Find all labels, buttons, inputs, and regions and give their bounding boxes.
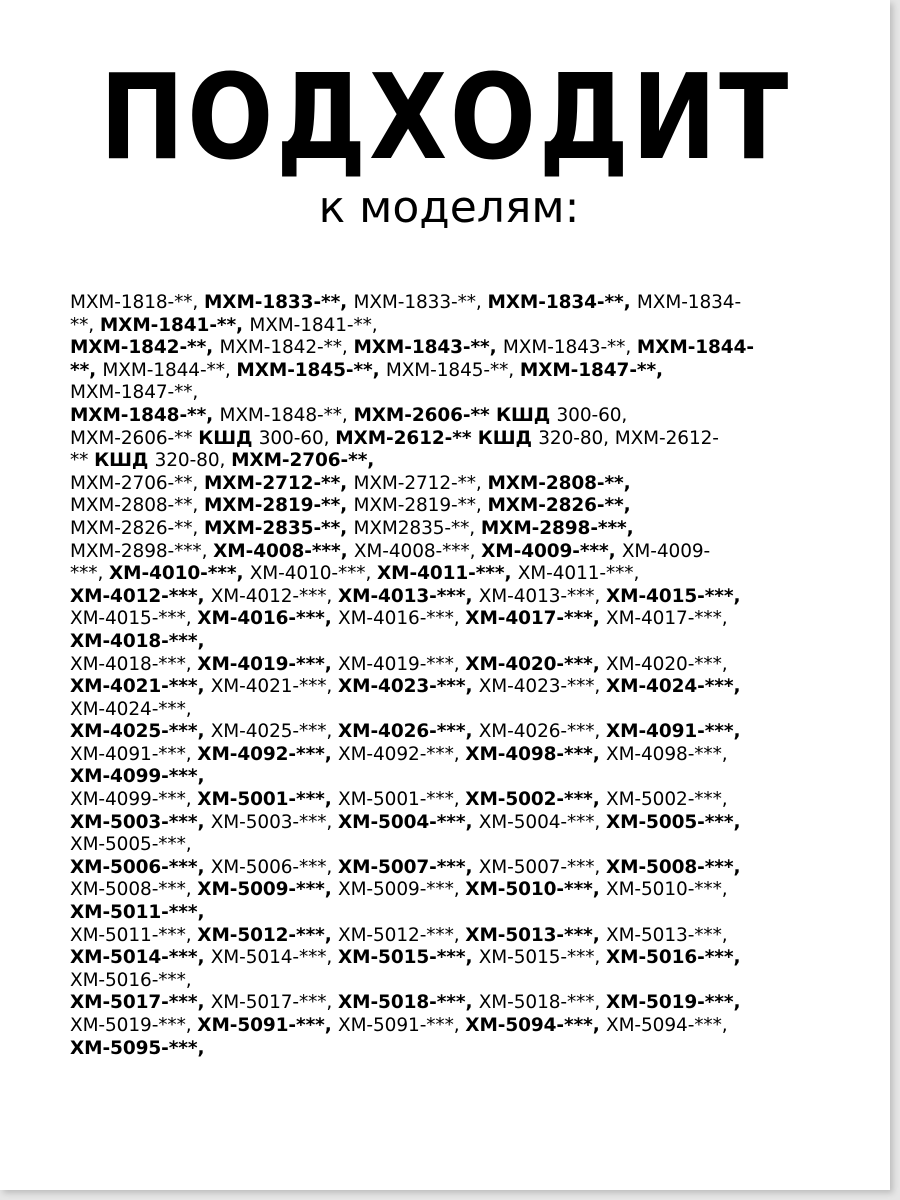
model-code: КШД bbox=[94, 450, 155, 472]
model-code: ХМ-5006-***, bbox=[210, 856, 338, 878]
model-line bbox=[70, 586, 850, 609]
model-line bbox=[70, 699, 850, 722]
model-line bbox=[70, 1038, 850, 1061]
model-code: ХМ-4015-***, bbox=[606, 585, 741, 607]
compatible-models-list bbox=[70, 292, 850, 1060]
model-code: ХМ-5006-***, bbox=[70, 856, 211, 878]
model-code: ХМ-5002-***, bbox=[606, 789, 728, 811]
model-code: ХМ-4008-***, bbox=[213, 540, 354, 562]
model-code: МХМ-2712-**, bbox=[204, 472, 354, 494]
model-line bbox=[70, 744, 850, 767]
model-code: ХМ-5013-***, bbox=[606, 924, 728, 946]
model-code: МХМ-1818-**, bbox=[70, 292, 204, 313]
model-line bbox=[70, 360, 850, 383]
model-code: ХМ-5019-***, bbox=[606, 992, 741, 1014]
model-code: ХМ-5001-***, bbox=[338, 789, 466, 811]
model-line bbox=[70, 315, 850, 338]
model-code: МХМ-2826-**, bbox=[70, 517, 204, 539]
model-code: МХМ-2612-** bbox=[335, 427, 478, 449]
model-code: МХМ-1843-**, bbox=[353, 337, 503, 359]
model-code: ХМ-5017-***, bbox=[70, 992, 211, 1014]
model-code: МХМ-2606-** bbox=[70, 427, 199, 449]
model-code: ХМ-4092-***, bbox=[197, 743, 338, 765]
model-code: ХМ-5017-***, bbox=[210, 992, 338, 1014]
model-code: МХМ-2706-**, bbox=[231, 450, 375, 472]
model-code: ХМ-5016-***, bbox=[606, 947, 741, 969]
model-code: ХМ-4020-***, bbox=[465, 653, 606, 675]
model-code: МХМ-1845-**, bbox=[236, 359, 386, 381]
model-line bbox=[70, 405, 850, 428]
model-code: МХМ-1847-**, bbox=[519, 359, 663, 381]
model-code: КШД bbox=[495, 404, 557, 426]
model-code: ХМ-5005-***, bbox=[70, 834, 192, 856]
model-code: МХМ-1833-**, bbox=[204, 292, 354, 313]
model-line bbox=[70, 789, 850, 812]
model-code: МХМ-1844-**, bbox=[102, 359, 237, 381]
model-code: ХМ-4023-***, bbox=[338, 676, 479, 698]
model-line bbox=[70, 766, 850, 789]
model-line bbox=[70, 518, 850, 541]
model-code: ХМ-5014-***, bbox=[70, 947, 211, 969]
model-code: МХМ-1848-**, bbox=[219, 404, 354, 426]
model-code: ХМ-5010-***, bbox=[606, 879, 728, 901]
model-code: МХМ-1842-**, bbox=[70, 337, 220, 359]
model-code: ХМ-4025-***, bbox=[70, 721, 211, 743]
model-code: ХМ-4092-***, bbox=[338, 743, 466, 765]
model-code: ХМ-4016-***, bbox=[338, 608, 466, 630]
model-code: 300-60, bbox=[556, 404, 628, 426]
model-line bbox=[70, 495, 850, 518]
model-code: ХМ-5011-***, bbox=[70, 924, 198, 946]
model-code: МХМ-1834- bbox=[636, 292, 742, 313]
model-code: 300-60, bbox=[258, 427, 336, 449]
model-code: ХМ-4091-***, bbox=[606, 721, 741, 743]
model-code: ХМ-4018-***, bbox=[70, 630, 205, 652]
model-code: ХМ-5015-***, bbox=[478, 947, 606, 969]
model-code: ХМ-5012-***, bbox=[197, 924, 338, 946]
model-code: ХМ-4017-***, bbox=[465, 608, 606, 630]
model-code: ХМ-4009- bbox=[621, 540, 711, 562]
model-code: ХМ-4020-***, bbox=[606, 653, 728, 675]
model-code: МХМ-1847-**, bbox=[70, 382, 199, 404]
model-code: МХМ-1844- bbox=[636, 337, 754, 359]
model-code: КШД bbox=[477, 427, 539, 449]
model-code: ХМ-5091-***, bbox=[338, 1015, 466, 1036]
model-code: ХМ-5014-***, bbox=[210, 947, 338, 969]
model-code: ХМ-4099-***, bbox=[70, 766, 205, 788]
model-code: МХМ-2819-**, bbox=[204, 495, 354, 517]
model-line bbox=[70, 382, 850, 405]
model-code: ХМ-4024-***, bbox=[70, 698, 192, 720]
model-code: ХМ-5002-***, bbox=[465, 789, 606, 811]
model-code: ХМ-5005-***, bbox=[606, 811, 741, 833]
model-code: ХМ-5018-***, bbox=[338, 992, 479, 1014]
model-code: ХМ-4018-***, bbox=[70, 653, 198, 675]
model-code: МХМ-2898-***, bbox=[480, 517, 634, 539]
model-code: ХМ-5013-***, bbox=[465, 924, 606, 946]
model-code: ХМ-5094-***, bbox=[465, 1015, 606, 1036]
model-code: МХМ-1834-**, bbox=[487, 292, 637, 313]
model-code: ХМ-4099-***, bbox=[70, 789, 198, 811]
model-code: ХМ-4012-***, bbox=[210, 585, 338, 607]
model-code: ХМ-4010-***, bbox=[249, 563, 378, 585]
model-code: 320-80, bbox=[538, 427, 615, 449]
model-code: МХМ-1843-**, bbox=[502, 337, 637, 359]
page-subtitle: к моделям: bbox=[318, 182, 580, 233]
model-code: МХМ-1845-**, bbox=[385, 359, 520, 381]
model-code: ХМ-4019-***, bbox=[197, 653, 338, 675]
model-code: МХМ-2712-**, bbox=[353, 472, 488, 494]
model-code: ХМ-4008-***, bbox=[353, 540, 482, 562]
model-code: МХМ-2826-**, bbox=[487, 495, 631, 517]
model-code: ***, bbox=[70, 563, 110, 585]
model-code: ХМ-5012-***, bbox=[338, 924, 466, 946]
model-code: ХМ-5007-***, bbox=[478, 856, 606, 878]
model-code: ХМ-5009-***, bbox=[338, 879, 466, 901]
model-line bbox=[70, 608, 850, 631]
model-code: МХМ-2819-**, bbox=[353, 495, 488, 517]
model-line bbox=[70, 721, 850, 744]
model-line bbox=[70, 812, 850, 835]
model-code: ХМ-4019-***, bbox=[338, 653, 466, 675]
model-code: ХМ-4011-***, bbox=[377, 563, 518, 585]
model-code: ХМ-5019-***, bbox=[70, 1015, 198, 1036]
model-code: ХМ-5007-***, bbox=[338, 856, 479, 878]
model-line bbox=[70, 970, 850, 993]
model-code: ХМ-4098-***, bbox=[606, 743, 728, 765]
model-line bbox=[70, 563, 850, 586]
model-code: МХМ-2706-**, bbox=[70, 472, 204, 494]
model-code: ХМ-4016-***, bbox=[197, 608, 338, 630]
model-line bbox=[70, 992, 850, 1015]
model-code: ХМ-5004-***, bbox=[478, 811, 606, 833]
model-code: МХМ-2808-**, bbox=[70, 495, 204, 517]
model-line bbox=[70, 654, 850, 677]
model-code: ** bbox=[70, 450, 95, 472]
model-code: ХМ-5095-***, bbox=[70, 1037, 205, 1059]
model-code: ХМ-4017-***, bbox=[606, 608, 728, 630]
model-code: КШД bbox=[198, 427, 259, 449]
model-code: ХМ-5008-***, bbox=[606, 856, 741, 878]
model-code: ХМ-5004-***, bbox=[338, 811, 479, 833]
model-code: ХМ-4023-***, bbox=[478, 676, 606, 698]
model-line bbox=[70, 834, 850, 857]
model-code: МХМ-2808-**, bbox=[487, 472, 631, 494]
model-code: ХМ-5016-***, bbox=[70, 969, 192, 991]
model-code: МХМ-2612- bbox=[614, 427, 719, 449]
model-code: ХМ-4025-***, bbox=[210, 721, 338, 743]
model-line bbox=[70, 631, 850, 654]
model-code: ХМ-4013-***, bbox=[338, 585, 479, 607]
model-code: ХМ-5094-***, bbox=[606, 1015, 728, 1036]
model-code: ХМ-5018-***, bbox=[478, 992, 606, 1014]
model-code: ХМ-4026-***, bbox=[478, 721, 606, 743]
model-code: МХМ-1842-**, bbox=[219, 337, 354, 359]
model-code: ХМ-4098-***, bbox=[465, 743, 606, 765]
model-code: ХМ-5011-***, bbox=[70, 902, 205, 924]
model-code: ХМ-4021-***, bbox=[70, 676, 211, 698]
model-code: ХМ-4013-***, bbox=[478, 585, 606, 607]
model-code: ХМ-5003-***, bbox=[210, 811, 338, 833]
model-code: ХМ-4010-***, bbox=[109, 563, 250, 585]
model-line bbox=[70, 337, 850, 360]
model-code: ХМ-5015-***, bbox=[338, 947, 479, 969]
model-line bbox=[70, 925, 850, 948]
model-code: ХМ-4091-***, bbox=[70, 743, 198, 765]
model-code: ХМ-4015-***, bbox=[70, 608, 198, 630]
model-code: МХМ-2606-** bbox=[353, 404, 496, 426]
model-code: **, bbox=[70, 314, 100, 336]
model-code: МХМ-1841-**, bbox=[99, 314, 250, 336]
model-code: ХМ-4024-***, bbox=[606, 676, 741, 698]
model-code: МХМ2835-**, bbox=[353, 517, 481, 539]
model-line bbox=[70, 473, 850, 496]
model-line bbox=[70, 428, 850, 451]
model-code: МХМ-2835-**, bbox=[204, 517, 354, 539]
model-line bbox=[70, 1015, 850, 1038]
model-code: ХМ-4026-***, bbox=[338, 721, 479, 743]
model-code: ХМ-5001-***, bbox=[197, 789, 338, 811]
model-line bbox=[70, 902, 850, 925]
model-line bbox=[70, 857, 850, 880]
model-code: МХМ-1848-**, bbox=[70, 404, 220, 426]
model-code: ХМ-5009-***, bbox=[197, 879, 338, 901]
model-code: МХМ-1833-**, bbox=[353, 292, 488, 313]
model-line bbox=[70, 541, 850, 564]
model-code: МХМ-2898-***, bbox=[70, 540, 214, 562]
model-code: ХМ-4009-***, bbox=[481, 540, 622, 562]
model-line bbox=[70, 450, 850, 473]
model-line bbox=[70, 947, 850, 970]
model-code: ХМ-5091-***, bbox=[197, 1015, 338, 1036]
model-line bbox=[70, 676, 850, 699]
model-code: 320-80, bbox=[154, 450, 232, 472]
model-code: ХМ-4021-***, bbox=[210, 676, 338, 698]
model-code: ХМ-5003-***, bbox=[70, 811, 211, 833]
model-code: ХМ-5008-***, bbox=[70, 879, 198, 901]
model-line bbox=[70, 879, 850, 902]
model-code: **, bbox=[70, 359, 103, 381]
model-code: ХМ-4012-***, bbox=[70, 585, 211, 607]
model-code: МХМ-1841-**, bbox=[249, 314, 378, 336]
model-line bbox=[70, 292, 850, 315]
page-title: ПОДХОДИТ bbox=[99, 48, 791, 186]
model-code: ХМ-5010-***, bbox=[465, 879, 606, 901]
model-code: ХМ-4011-***, bbox=[517, 563, 640, 585]
